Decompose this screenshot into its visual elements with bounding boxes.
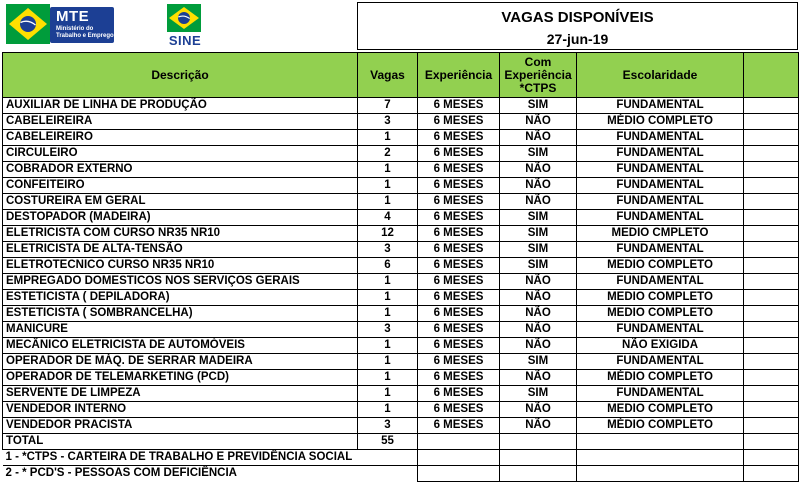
cell-experiencia: 6 MESES bbox=[418, 370, 500, 386]
cell-descricao: ELETRICISTA DE ALTA-TENSÃO bbox=[3, 242, 358, 258]
cell-empty bbox=[500, 450, 577, 466]
cell-descricao: MECÂNICO ELETRICISTA DE AUTOMÓVEIS bbox=[3, 338, 358, 354]
column-header-blank bbox=[744, 53, 799, 98]
cell-descricao: AUXILIAR DE LINHA DE PRODUÇÃO bbox=[3, 98, 358, 114]
cell-vagas: 1 bbox=[358, 178, 418, 194]
cell-descricao: SERVENTE DE LIMPEZA bbox=[3, 386, 358, 402]
cell-escolaridade: FUNDAMENTAL bbox=[577, 130, 744, 146]
total-value: 55 bbox=[358, 434, 418, 450]
cell-descricao: CABELEIREIRA bbox=[3, 114, 358, 130]
cell-escolaridade: FUNDAMENTAL bbox=[577, 354, 744, 370]
cell-descricao: VENDEDOR PRACISTA bbox=[3, 418, 358, 434]
cell-empty bbox=[500, 434, 577, 450]
table-row bbox=[3, 338, 799, 354]
cell-empty bbox=[744, 178, 799, 194]
cell-vagas: 1 bbox=[358, 386, 418, 402]
mte-logo-subtitle: Ministério do Trabalho e Emprego bbox=[56, 26, 114, 39]
cell-ctps: NÃO bbox=[500, 306, 577, 322]
cell-empty bbox=[358, 450, 418, 466]
sine-logo-title: SINE bbox=[168, 33, 202, 48]
cell-experiencia: 6 MESES bbox=[418, 210, 500, 226]
cell-escolaridade: MÉDIO COMPLETO bbox=[577, 418, 744, 434]
cell-experiencia: 6 MESES bbox=[418, 418, 500, 434]
cell-ctps: NÃO bbox=[500, 418, 577, 434]
cell-ctps: SIM bbox=[500, 258, 577, 274]
cell-ctps: NÃO bbox=[500, 322, 577, 338]
page-date: 27-jun-19 bbox=[546, 31, 609, 47]
cell-vagas: 1 bbox=[358, 338, 418, 354]
title-box bbox=[357, 2, 798, 50]
cell-experiencia: 6 MESES bbox=[418, 338, 500, 354]
page-title: VAGAS DISPONÍVEIS bbox=[501, 9, 654, 26]
cell-descricao: ELETRICISTA COM CURSO NR35 NR10 bbox=[3, 226, 358, 242]
table-row bbox=[3, 146, 799, 162]
table-row bbox=[3, 386, 799, 402]
brazil-flag-icon bbox=[167, 4, 201, 32]
cell-ctps: SIM bbox=[500, 210, 577, 226]
cell-empty bbox=[577, 434, 744, 450]
table-row bbox=[3, 242, 799, 258]
mte-logo-text-box bbox=[50, 7, 114, 43]
cell-ctps: NÃO bbox=[500, 194, 577, 210]
cell-escolaridade: MEDIO COMPLETO bbox=[577, 258, 744, 274]
cell-empty bbox=[744, 354, 799, 370]
cell-escolaridade: FUNDAMENTAL bbox=[577, 146, 744, 162]
table-header-row bbox=[3, 53, 799, 98]
cell-ctps: NÃO bbox=[500, 370, 577, 386]
cell-empty bbox=[744, 130, 799, 146]
cell-experiencia: 6 MESES bbox=[418, 130, 500, 146]
cell-escolaridade: FUNDAMENTAL bbox=[577, 178, 744, 194]
table-row bbox=[3, 194, 799, 210]
cell-empty bbox=[744, 194, 799, 210]
cell-vagas: 4 bbox=[358, 210, 418, 226]
cell-empty bbox=[744, 290, 799, 306]
cell-ctps: NÃO bbox=[500, 274, 577, 290]
mte-logo bbox=[6, 4, 116, 46]
cell-empty bbox=[744, 162, 799, 178]
table-row bbox=[3, 226, 799, 242]
cell-escolaridade: MÉDIO COMPLETO bbox=[577, 114, 744, 130]
cell-experiencia: 6 MESES bbox=[418, 114, 500, 130]
cell-vagas: 3 bbox=[358, 114, 418, 130]
table-row bbox=[3, 258, 799, 274]
table-row bbox=[3, 402, 799, 418]
cell-ctps: NÃO bbox=[500, 338, 577, 354]
cell-empty bbox=[418, 450, 500, 466]
total-label: TOTAL bbox=[3, 434, 358, 450]
brazil-flag-icon bbox=[6, 4, 50, 44]
cell-vagas: 7 bbox=[358, 98, 418, 114]
cell-escolaridade: FUNDAMENTAL bbox=[577, 242, 744, 258]
cell-empty bbox=[744, 274, 799, 290]
cell-vagas: 3 bbox=[358, 322, 418, 338]
cell-vagas: 1 bbox=[358, 354, 418, 370]
cell-empty bbox=[418, 466, 500, 482]
cell-descricao: DESTOPADOR (MADEIRA) bbox=[3, 210, 358, 226]
cell-empty bbox=[744, 242, 799, 258]
cell-escolaridade: MÉDIO COMPLETO bbox=[577, 370, 744, 386]
cell-descricao: ESTETICISTA ( SOMBRANCELHA) bbox=[3, 306, 358, 322]
cell-descricao: COBRADOR EXTERNO bbox=[3, 162, 358, 178]
cell-ctps: SIM bbox=[500, 226, 577, 242]
cell-descricao: EMPREGADO DOMESTICOS NOS SERVIÇOS GERAIS bbox=[3, 274, 358, 290]
cell-ctps: NÃO bbox=[500, 178, 577, 194]
cell-experiencia: 6 MESES bbox=[418, 402, 500, 418]
cell-ctps: SIM bbox=[500, 354, 577, 370]
table-row bbox=[3, 114, 799, 130]
cell-experiencia: 6 MESES bbox=[418, 290, 500, 306]
vacancies-table bbox=[2, 52, 799, 482]
cell-experiencia: 6 MESES bbox=[418, 162, 500, 178]
cell-escolaridade: FUNDAMENTAL bbox=[577, 274, 744, 290]
cell-vagas: 1 bbox=[358, 306, 418, 322]
cell-ctps: SIM bbox=[500, 98, 577, 114]
table-row bbox=[3, 370, 799, 386]
cell-empty bbox=[744, 226, 799, 242]
cell-empty bbox=[744, 322, 799, 338]
table-row bbox=[3, 130, 799, 146]
cell-vagas: 1 bbox=[358, 402, 418, 418]
cell-empty bbox=[744, 210, 799, 226]
cell-vagas: 1 bbox=[358, 274, 418, 290]
cell-vagas: 6 bbox=[358, 258, 418, 274]
cell-vagas: 1 bbox=[358, 130, 418, 146]
cell-escolaridade: FUNDAMENTAL bbox=[577, 322, 744, 338]
table-row bbox=[3, 178, 799, 194]
cell-descricao: ELETROTECNICO CURSO NR35 NR10 bbox=[3, 258, 358, 274]
cell-descricao: OPERADOR DE MÁQ. DE SERRAR MADEIRA bbox=[3, 354, 358, 370]
cell-experiencia: 6 MESES bbox=[418, 322, 500, 338]
cell-vagas: 1 bbox=[358, 194, 418, 210]
cell-ctps: NÃO bbox=[500, 162, 577, 178]
cell-empty bbox=[744, 402, 799, 418]
cell-empty bbox=[744, 338, 799, 354]
cell-ctps: NÃO bbox=[500, 290, 577, 306]
cell-empty bbox=[744, 370, 799, 386]
cell-empty bbox=[744, 146, 799, 162]
cell-experiencia: 6 MESES bbox=[418, 146, 500, 162]
footnote-text: 2 - * PCD'S - PESSOAS COM DEFICIÊNCIA bbox=[3, 466, 358, 482]
cell-descricao: CIRCULEIRO bbox=[3, 146, 358, 162]
cell-empty bbox=[418, 434, 500, 450]
cell-experiencia: 6 MESES bbox=[418, 258, 500, 274]
cell-escolaridade: MEDIO CMPLETO bbox=[577, 226, 744, 242]
table-row bbox=[3, 210, 799, 226]
sine-logo bbox=[163, 4, 207, 48]
footnote-text: 1 - *CTPS - CARTEIRA DE TRABALHO E PREVIDÊNCIA SOCIAL bbox=[3, 450, 358, 466]
table-row bbox=[3, 322, 799, 338]
cell-experiencia: 6 MESES bbox=[418, 354, 500, 370]
table-row bbox=[3, 274, 799, 290]
cell-escolaridade: FUNDAMENTAL bbox=[577, 386, 744, 402]
cell-empty bbox=[744, 434, 799, 450]
cell-empty bbox=[744, 258, 799, 274]
cell-empty bbox=[577, 450, 744, 466]
cell-descricao: CABELEIREIRO bbox=[3, 130, 358, 146]
cell-empty bbox=[744, 98, 799, 114]
cell-ctps: SIM bbox=[500, 386, 577, 402]
table-row bbox=[3, 98, 799, 114]
cell-vagas: 12 bbox=[358, 226, 418, 242]
cell-empty bbox=[744, 386, 799, 402]
footnote-row bbox=[3, 466, 799, 482]
cell-ctps: SIM bbox=[500, 242, 577, 258]
cell-experiencia: 6 MESES bbox=[418, 386, 500, 402]
cell-experiencia: 6 MESES bbox=[418, 242, 500, 258]
total-row bbox=[3, 434, 799, 450]
cell-experiencia: 6 MESES bbox=[418, 194, 500, 210]
column-header-vagas: Vagas bbox=[358, 53, 418, 98]
cell-empty bbox=[744, 418, 799, 434]
cell-experiencia: 6 MESES bbox=[418, 98, 500, 114]
cell-escolaridade: MEDIO COMPLETO bbox=[577, 402, 744, 418]
cell-experiencia: 6 MESES bbox=[418, 274, 500, 290]
table-row bbox=[3, 354, 799, 370]
cell-vagas: 1 bbox=[358, 370, 418, 386]
cell-ctps: NÃO bbox=[500, 130, 577, 146]
cell-vagas: 1 bbox=[358, 290, 418, 306]
column-header-escolaridade: Escolaridade bbox=[577, 53, 744, 98]
cell-ctps: SIM bbox=[500, 146, 577, 162]
cell-descricao: ESTETICISTA ( DEPILADORA) bbox=[3, 290, 358, 306]
cell-vagas: 1 bbox=[358, 162, 418, 178]
cell-empty bbox=[577, 466, 744, 482]
cell-experiencia: 6 MESES bbox=[418, 306, 500, 322]
cell-empty bbox=[358, 466, 418, 482]
cell-experiencia: 6 MESES bbox=[418, 178, 500, 194]
cell-vagas: 2 bbox=[358, 146, 418, 162]
footnote-row bbox=[3, 450, 799, 466]
cell-escolaridade: FUNDAMENTAL bbox=[577, 162, 744, 178]
table-row bbox=[3, 290, 799, 306]
cell-descricao: OPERADOR DE TELEMARKETING (PCD) bbox=[3, 370, 358, 386]
cell-empty bbox=[500, 466, 577, 482]
cell-vagas: 3 bbox=[358, 418, 418, 434]
column-header-descricao: Descrição bbox=[3, 53, 358, 98]
cell-experiencia: 6 MESES bbox=[418, 226, 500, 242]
cell-descricao: CONFEITEIRO bbox=[3, 178, 358, 194]
cell-descricao: VENDEDOR INTERNO bbox=[3, 402, 358, 418]
cell-escolaridade: NÃO EXIGIDA bbox=[577, 338, 744, 354]
column-header-com-experiencia-ctps: Com Experiência *CTPS bbox=[500, 53, 577, 98]
cell-ctps: NÃO bbox=[500, 114, 577, 130]
cell-empty bbox=[744, 466, 799, 482]
table-row bbox=[3, 418, 799, 434]
cell-vagas: 3 bbox=[358, 242, 418, 258]
table-row bbox=[3, 162, 799, 178]
page-header bbox=[0, 0, 800, 52]
table-row bbox=[3, 306, 799, 322]
cell-escolaridade: FUNDAMENTAL bbox=[577, 210, 744, 226]
cell-escolaridade: MEDIO COMPLETO bbox=[577, 290, 744, 306]
cell-empty bbox=[744, 114, 799, 130]
cell-escolaridade: FUNDAMENTAL bbox=[577, 194, 744, 210]
column-header-experiencia: Experiência bbox=[418, 53, 500, 98]
cell-descricao: COSTUREIRA EM GERAL bbox=[3, 194, 358, 210]
cell-escolaridade: FUNDAMENTAL bbox=[577, 98, 744, 114]
cell-escolaridade: MEDIO COMPLETO bbox=[577, 306, 744, 322]
cell-ctps: NÃO bbox=[500, 402, 577, 418]
cell-descricao: MANICURE bbox=[3, 322, 358, 338]
cell-empty bbox=[744, 450, 799, 466]
mte-logo-title: MTE bbox=[56, 8, 90, 25]
cell-empty bbox=[744, 306, 799, 322]
